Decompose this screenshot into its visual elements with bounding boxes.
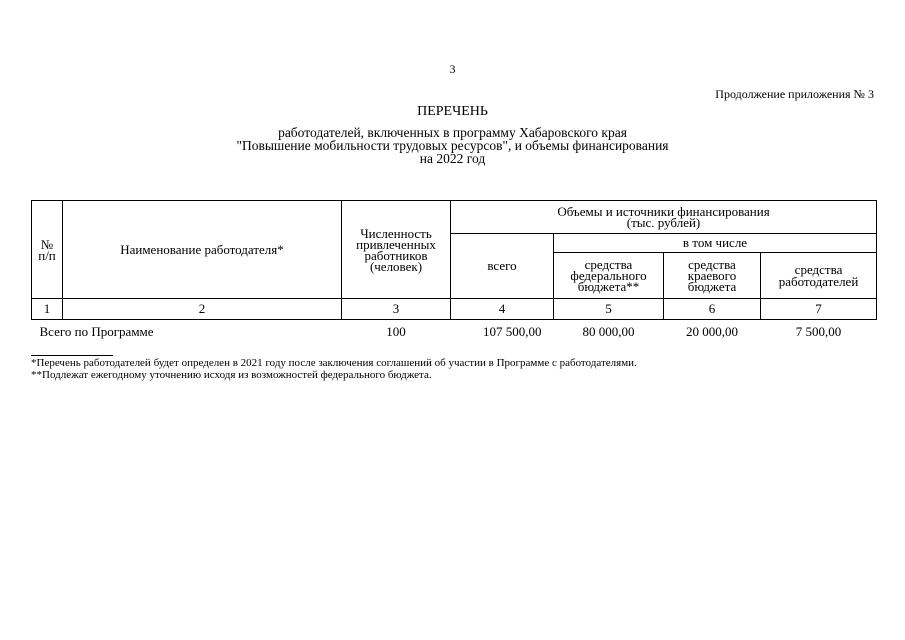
document-subtitle (0, 126, 905, 165)
total-headcount: 100 (386, 324, 406, 339)
header-financing (451, 201, 877, 234)
total-employers-funds: 7 500,00 (795, 324, 842, 339)
header-regional-line: средства (688, 257, 736, 272)
total-regional: 20 000,00 (686, 324, 738, 339)
header-federal-line: бюджета** (577, 279, 640, 294)
header-federal-line: средства (584, 257, 633, 272)
header-headcount-line: Численность (360, 225, 432, 241)
header-including: в том числе (554, 234, 877, 253)
financing-table (31, 200, 877, 344)
total-amount: 107 500,00 (483, 324, 542, 339)
subtitle-line: "Повышение мобильности трудовых ресурсов", и объемы финансирования (236, 138, 669, 153)
header-federal (554, 253, 664, 299)
column-number: 6 (664, 299, 761, 320)
header-employers-funds-line: средства (794, 261, 843, 277)
column-number: 5 (554, 299, 664, 320)
header-financing-line: Объемы и источники финансирования (557, 204, 770, 219)
header-financing-line: (тыс. рублей) (626, 215, 701, 230)
header-num (32, 201, 63, 299)
header-total: всего (451, 234, 554, 299)
column-number: 2 (63, 299, 342, 320)
column-numbers-row (32, 299, 877, 320)
column-number: 3 (342, 299, 451, 320)
column-number: 7 (761, 299, 877, 320)
header-headcount-line: (человек) (369, 258, 423, 274)
header-regional-line: краевого (687, 268, 737, 283)
subtitle-line: работодателей, включенных в программу Хабаровского края (278, 125, 627, 140)
total-row (32, 320, 877, 345)
header-regional-line: бюджета (687, 279, 737, 294)
header-headcount-line: работников (364, 247, 428, 263)
document-title: ПЕРЕЧЕНЬ (417, 104, 488, 119)
total-federal: 80 000,00 (582, 324, 635, 339)
header-employers-funds-line: работодателей (778, 273, 859, 289)
footnote-divider (31, 355, 113, 356)
column-number: 1 (32, 299, 63, 320)
header-headcount (342, 201, 451, 299)
page-number: 3 (449, 62, 456, 76)
total-label: Всего по Программе (39, 324, 154, 339)
header-num-line: № (40, 236, 54, 252)
footnote: **Подлежат ежегодному уточнению исходя из возможностей федерального бюджета. (31, 369, 432, 381)
header-employer-name: Наименование работодателя* (63, 201, 342, 299)
footnote: *Перечень работодателей будет определен в 2021 году после заключения соглашений об участии в Программе с работодателями. (31, 357, 637, 369)
footnotes (31, 357, 637, 381)
header-employers-funds (761, 253, 877, 299)
subtitle-line: на 2022 год (419, 151, 486, 166)
header-headcount-line: привлеченных (356, 236, 436, 252)
column-number: 4 (451, 299, 554, 320)
appendix-note: Продолжение приложения № 3 (715, 87, 874, 101)
header-federal-line: федерального (570, 268, 647, 283)
header-regional (664, 253, 761, 299)
header-num-line: п/п (38, 247, 56, 263)
